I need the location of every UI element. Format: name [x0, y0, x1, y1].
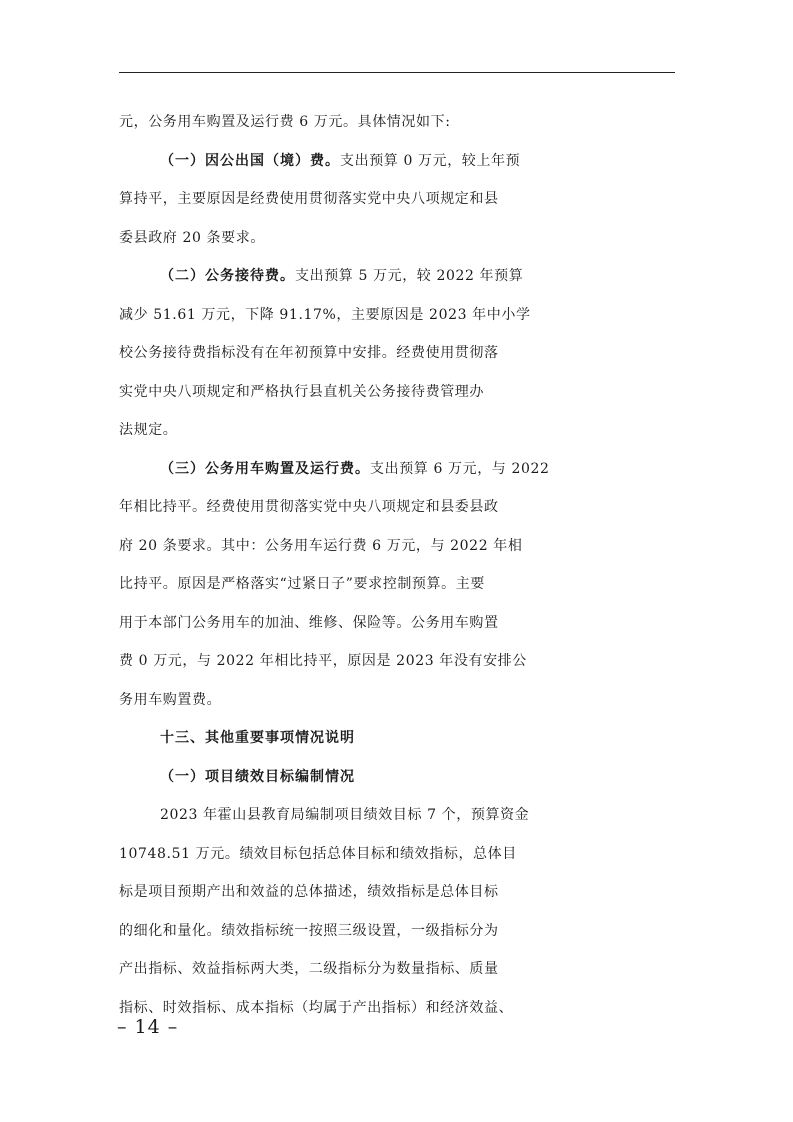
- paragraph-line: 年相比持平。经费使用贯彻落实党中央八项规定和县委县政: [119, 499, 499, 515]
- paragraph-line: 标是项目预期产出和效益的总体描述，绩效指标是总体目标: [119, 884, 499, 900]
- paragraph-line: 的细化和量化。绩效指标统一按照三级设置，一级指标分为: [119, 922, 499, 939]
- paragraph-line: 委县政府 20 条要求。: [119, 229, 265, 246]
- paragraph-line: 减少 51.61 万元，下降 91.17%，主要原因是 2023 年中小学: [119, 306, 531, 323]
- document-body: [119, 103, 679, 1027]
- paragraph-line: 校公务接待费指标没有在年初预算中安排。经费使用贯彻落: [119, 345, 499, 361]
- paragraph-line: 费 0 万元，与 2022 年相比持平，原因是 2023 年没有安排公: [119, 653, 527, 669]
- section-heading-line: （三）公务用车购置及运行费。支出预算 6 万元，与 2022: [160, 460, 550, 477]
- paragraph-line: 10748.51 万元。绩效目标包括总体目标和绩效指标，总体目: [119, 845, 517, 862]
- page-number: – 14 –: [117, 1016, 179, 1038]
- paragraph-line: 算持平，主要原因是经费使用贯彻落实党中央八项规定和县: [119, 191, 499, 207]
- heading-inline: （二）公务接待费。: [160, 268, 295, 284]
- paragraph-line: 务用车购置费。: [119, 691, 222, 708]
- paragraph-line: 法规定。: [119, 422, 178, 438]
- header-rule: [119, 72, 675, 73]
- paragraph-line: 用于本部门公务用车的加油、维修、保险等。公务用车购置: [119, 614, 499, 631]
- paragraph-line: 指标、时效指标、成本指标（均属于产出指标）和经济效益、: [119, 999, 514, 1016]
- paragraph-line: 府 20 条要求。其中：公务用车运行费 6 万元，与 2022 年相: [119, 537, 523, 554]
- subsection-title: （一）项目绩效目标编制情况: [160, 768, 355, 785]
- section-heading-line: （二）公务接待费。支出预算 5 万元，较 2022 年预算: [160, 268, 524, 284]
- section-title: 十三、其他重要事项情况说明: [160, 730, 355, 746]
- paragraph-line: 2023 年霍山县教育局编制项目绩效目标 7 个，预算资金: [160, 807, 530, 823]
- heading-inline: （三）公务用车购置及运行费。: [160, 460, 370, 477]
- paragraph-line: 产出指标、效益指标两大类，二级指标分为数量指标、质量: [119, 961, 499, 977]
- paragraph-line: 元，公务用车购置及运行费 6 万元。具体情况如下:: [119, 114, 451, 130]
- paragraph-line: 比持平。原因是严格落实“过紧日子”要求控制预算。主要: [119, 576, 485, 592]
- section-heading-line: （一）因公出国（境）费。支出预算 0 万元，较上年预: [160, 152, 521, 169]
- heading-inline: （一）因公出国（境）费。: [160, 152, 340, 169]
- paragraph-line: 实党中央八项规定和严格执行县直机关公务接待费管理办: [119, 383, 484, 400]
